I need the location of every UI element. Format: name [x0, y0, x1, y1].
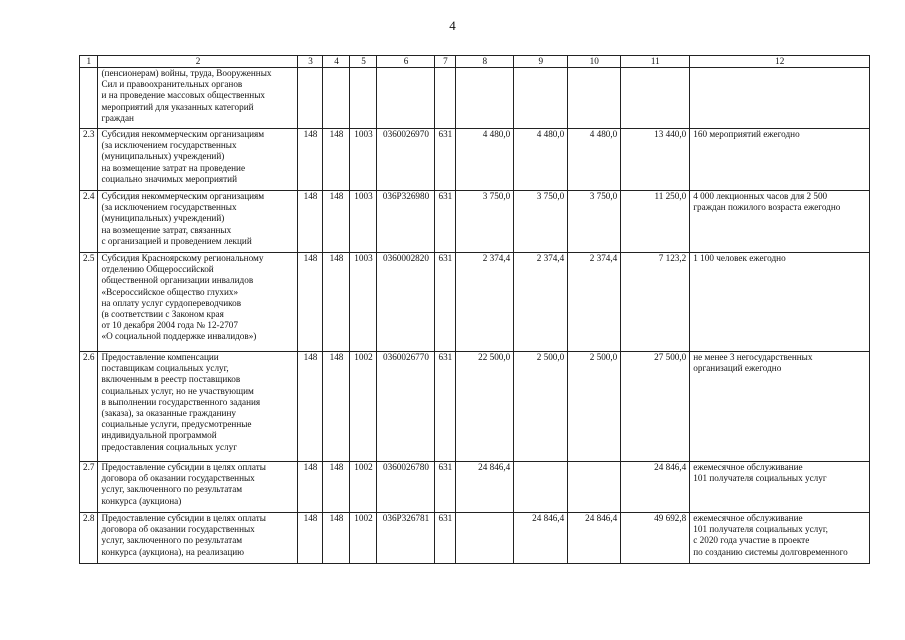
description-line: (муниципальных) учреждений)	[101, 213, 225, 224]
row-number-cell: 2.7	[80, 462, 98, 513]
page-number: 4	[449, 18, 456, 33]
section-code-cell: 1002	[350, 513, 377, 564]
recipient-code-cell: 148	[323, 129, 350, 191]
amount-year3-cell: 3 750,0	[568, 191, 621, 253]
amount-year2-cell: 24 846,4	[514, 513, 568, 564]
description-line: (заказа), за оказанные гражданину	[101, 408, 236, 419]
result-line: с 2020 года участие в проекте	[693, 535, 810, 546]
description-line: конкурса (аукциона)	[101, 495, 182, 506]
description-line: социальные услуги, предусмотренные	[101, 419, 252, 430]
header-cell: 4	[323, 56, 350, 68]
amount-year3-cell	[568, 462, 621, 513]
amount-year3-cell: 2 374,4	[568, 253, 621, 352]
description-line: «Всероссийское общество глухих»	[101, 286, 239, 297]
expected-result-cell	[690, 253, 870, 352]
description-line: мероприятий для указанных категорий	[101, 101, 254, 112]
amount-total-cell	[621, 68, 690, 129]
expected-result-cell	[690, 352, 870, 462]
description-line: на возмещение затрат на проведение	[101, 162, 246, 173]
amount-total-cell: 13 440,0	[621, 129, 690, 191]
header-row	[80, 56, 870, 68]
amount-year1-cell	[456, 513, 514, 564]
amount-year3-cell: 2 500,0	[568, 352, 621, 462]
description-line: предоставления социальных услуг	[101, 441, 238, 452]
result-line: ежемесячное обслуживание	[693, 513, 803, 523]
admin-code-cell: 148	[298, 129, 323, 191]
table-row	[80, 253, 870, 352]
description-line: Субсидия Красноярскому региональному	[101, 253, 264, 263]
description-line: на возмещение затрат, связанных	[101, 224, 232, 235]
description-line: конкурса (аукциона), на реализацию	[101, 546, 245, 557]
table-row	[80, 513, 870, 564]
description-line: договора об оказании государственных	[101, 473, 255, 484]
amount-year3-cell: 4 480,0	[568, 129, 621, 191]
expense-type-cell: 631	[435, 513, 456, 564]
target-article-cell: 0360026970	[377, 129, 435, 191]
amount-year1-cell: 3 750,0	[456, 191, 514, 253]
description-line: в выполнении государственного задания	[101, 396, 261, 407]
result-line: граждан пожилого возраста ежегодно	[693, 202, 841, 213]
section-code-cell: 1003	[350, 191, 377, 253]
description-line: Субсидия некоммерческим организациям	[101, 129, 265, 139]
description-line: услуг, заключенного по результатам	[101, 484, 243, 495]
row-number-cell: 2.4	[80, 191, 98, 253]
description-line: Предоставление субсидии в целях оплаты	[101, 462, 266, 472]
description-line: на оплату услуг сурдопереводчиков	[101, 297, 242, 308]
description-line: (в соответствии с Законом края	[101, 309, 224, 320]
expected-result-cell	[690, 68, 870, 129]
description-line: с организацией и проведением лекций	[101, 235, 252, 246]
section-code-cell: 1002	[350, 462, 377, 513]
target-article-cell	[377, 68, 435, 129]
description-line: и на проведение массовых общественных	[101, 90, 265, 101]
amount-year2-cell	[514, 68, 568, 129]
description-line: от 10 декабря 2004 года № 12-2707	[101, 320, 238, 331]
section-code-cell	[350, 68, 377, 129]
description-line: (за исключением государственных	[101, 202, 237, 213]
description-line: поставщикам социальных услуг,	[101, 363, 229, 374]
row-number-cell: 2.3	[80, 129, 98, 191]
result-line: 1 100 человек ежегодно	[693, 253, 786, 263]
recipient-code-cell	[323, 68, 350, 129]
target-article-cell: 0360026780	[377, 462, 435, 513]
header-cell: 7	[435, 56, 456, 68]
result-line: 101 получателя социальных услуг,	[693, 524, 828, 535]
description-cell	[98, 513, 298, 564]
result-line: 160 мероприятий ежегодно	[693, 129, 800, 139]
expense-type-cell	[435, 68, 456, 129]
expense-type-cell: 631	[435, 191, 456, 253]
table-row	[80, 462, 870, 513]
section-code-cell: 1003	[350, 253, 377, 352]
expense-type-cell: 631	[435, 462, 456, 513]
amount-year2-cell: 4 480,0	[514, 129, 568, 191]
expense-type-cell: 631	[435, 253, 456, 352]
header-cell: 9	[514, 56, 568, 68]
amount-year3-cell: 24 846,4	[568, 513, 621, 564]
description-line: граждан	[101, 112, 134, 123]
amount-year1-cell: 4 480,0	[456, 129, 514, 191]
result-line: организаций ежегодно	[693, 363, 782, 374]
section-code-cell: 1003	[350, 129, 377, 191]
result-line: ежемесячное обслуживание	[693, 462, 803, 472]
description-cell	[98, 129, 298, 191]
description-line: социальных услуг, но не участвующим	[101, 385, 254, 396]
amount-total-cell: 49 692,8	[621, 513, 690, 564]
admin-code-cell: 148	[298, 253, 323, 352]
amount-total-cell: 11 250,0	[621, 191, 690, 253]
amount-year2-cell: 2 500,0	[514, 352, 568, 462]
description-line: общественной организации инвалидов	[101, 275, 254, 286]
description-line: договора об оказании государственных	[101, 524, 255, 535]
recipient-code-cell: 148	[323, 352, 350, 462]
description-line: отделению Общероссийской	[101, 264, 214, 275]
result-line: 101 получателя социальных услуг	[693, 473, 827, 484]
amount-total-cell: 24 846,4	[621, 462, 690, 513]
table-row	[80, 68, 870, 129]
amount-year1-cell	[456, 68, 514, 129]
amount-year3-cell	[568, 68, 621, 129]
amount-year2-cell	[514, 462, 568, 513]
description-line: (муниципальных) учреждений)	[101, 151, 225, 162]
admin-code-cell: 148	[298, 513, 323, 564]
row-number-cell	[80, 68, 98, 129]
admin-code-cell: 148	[298, 462, 323, 513]
description-line: «О социальной поддержке инвалидов»)	[101, 331, 257, 342]
description-line: (пенсионерам) войны, труда, Вооруженных	[101, 68, 272, 78]
description-cell	[98, 462, 298, 513]
section-code-cell: 1002	[350, 352, 377, 462]
description-line: Субсидия некоммерческим организациям	[101, 191, 265, 201]
target-article-cell: 036P326781	[377, 513, 435, 564]
description-cell	[98, 68, 298, 129]
recipient-code-cell: 148	[323, 462, 350, 513]
target-article-cell: 036P326980	[377, 191, 435, 253]
recipient-code-cell: 148	[323, 253, 350, 352]
admin-code-cell: 148	[298, 352, 323, 462]
result-line: 4 000 лекционных часов для 2 500	[693, 191, 828, 201]
description-cell	[98, 352, 298, 462]
table-row	[80, 352, 870, 462]
target-article-cell: 0360002820	[377, 253, 435, 352]
amount-year2-cell: 2 374,4	[514, 253, 568, 352]
description-cell	[98, 253, 298, 352]
description-line: включенным в реестр поставщиков	[101, 374, 241, 385]
result-line: не менее 3 негосударственных	[693, 352, 813, 362]
admin-code-cell	[298, 68, 323, 129]
header-cell: 1	[80, 56, 98, 68]
amount-total-cell: 27 500,0	[621, 352, 690, 462]
amount-year1-cell: 2 374,4	[456, 253, 514, 352]
expected-result-cell	[690, 462, 870, 513]
expense-type-cell: 631	[435, 129, 456, 191]
description-cell	[98, 191, 298, 253]
description-line: Предоставление субсидии в целях оплаты	[101, 513, 266, 523]
header-cell: 2	[98, 56, 298, 68]
header-cell: 5	[350, 56, 377, 68]
description-line: услуг, заключенного по результатам	[101, 535, 243, 546]
expected-result-cell	[690, 129, 870, 191]
description-line: (за исключением государственных	[101, 140, 237, 151]
header-cell: 8	[456, 56, 514, 68]
expected-result-cell	[690, 513, 870, 564]
table-row	[80, 129, 870, 191]
description-line: индивидуальной программой	[101, 430, 217, 441]
amount-year1-cell: 24 846,4	[456, 462, 514, 513]
expected-result-cell	[690, 191, 870, 253]
header-cell: 12	[690, 56, 870, 68]
description-line: Предоставление компенсации	[101, 352, 219, 362]
description-line: социально значимых мероприятий	[101, 173, 237, 184]
amount-total-cell: 7 123,2	[621, 253, 690, 352]
admin-code-cell: 148	[298, 191, 323, 253]
budget-table	[79, 55, 870, 564]
header-cell: 3	[298, 56, 323, 68]
expense-type-cell: 631	[435, 352, 456, 462]
amount-year1-cell: 22 500,0	[456, 352, 514, 462]
header-cell: 10	[568, 56, 621, 68]
target-article-cell: 0360026770	[377, 352, 435, 462]
result-line: по созданию системы долговременного	[693, 546, 848, 557]
description-line: Сил и правоохранительных органов	[101, 79, 243, 90]
table-row	[80, 191, 870, 253]
header-cell: 11	[621, 56, 690, 68]
recipient-code-cell: 148	[323, 513, 350, 564]
header-cell: 6	[377, 56, 435, 68]
recipient-code-cell: 148	[323, 191, 350, 253]
row-number-cell: 2.8	[80, 513, 98, 564]
row-number-cell: 2.6	[80, 352, 98, 462]
amount-year2-cell: 3 750,0	[514, 191, 568, 253]
row-number-cell: 2.5	[80, 253, 98, 352]
